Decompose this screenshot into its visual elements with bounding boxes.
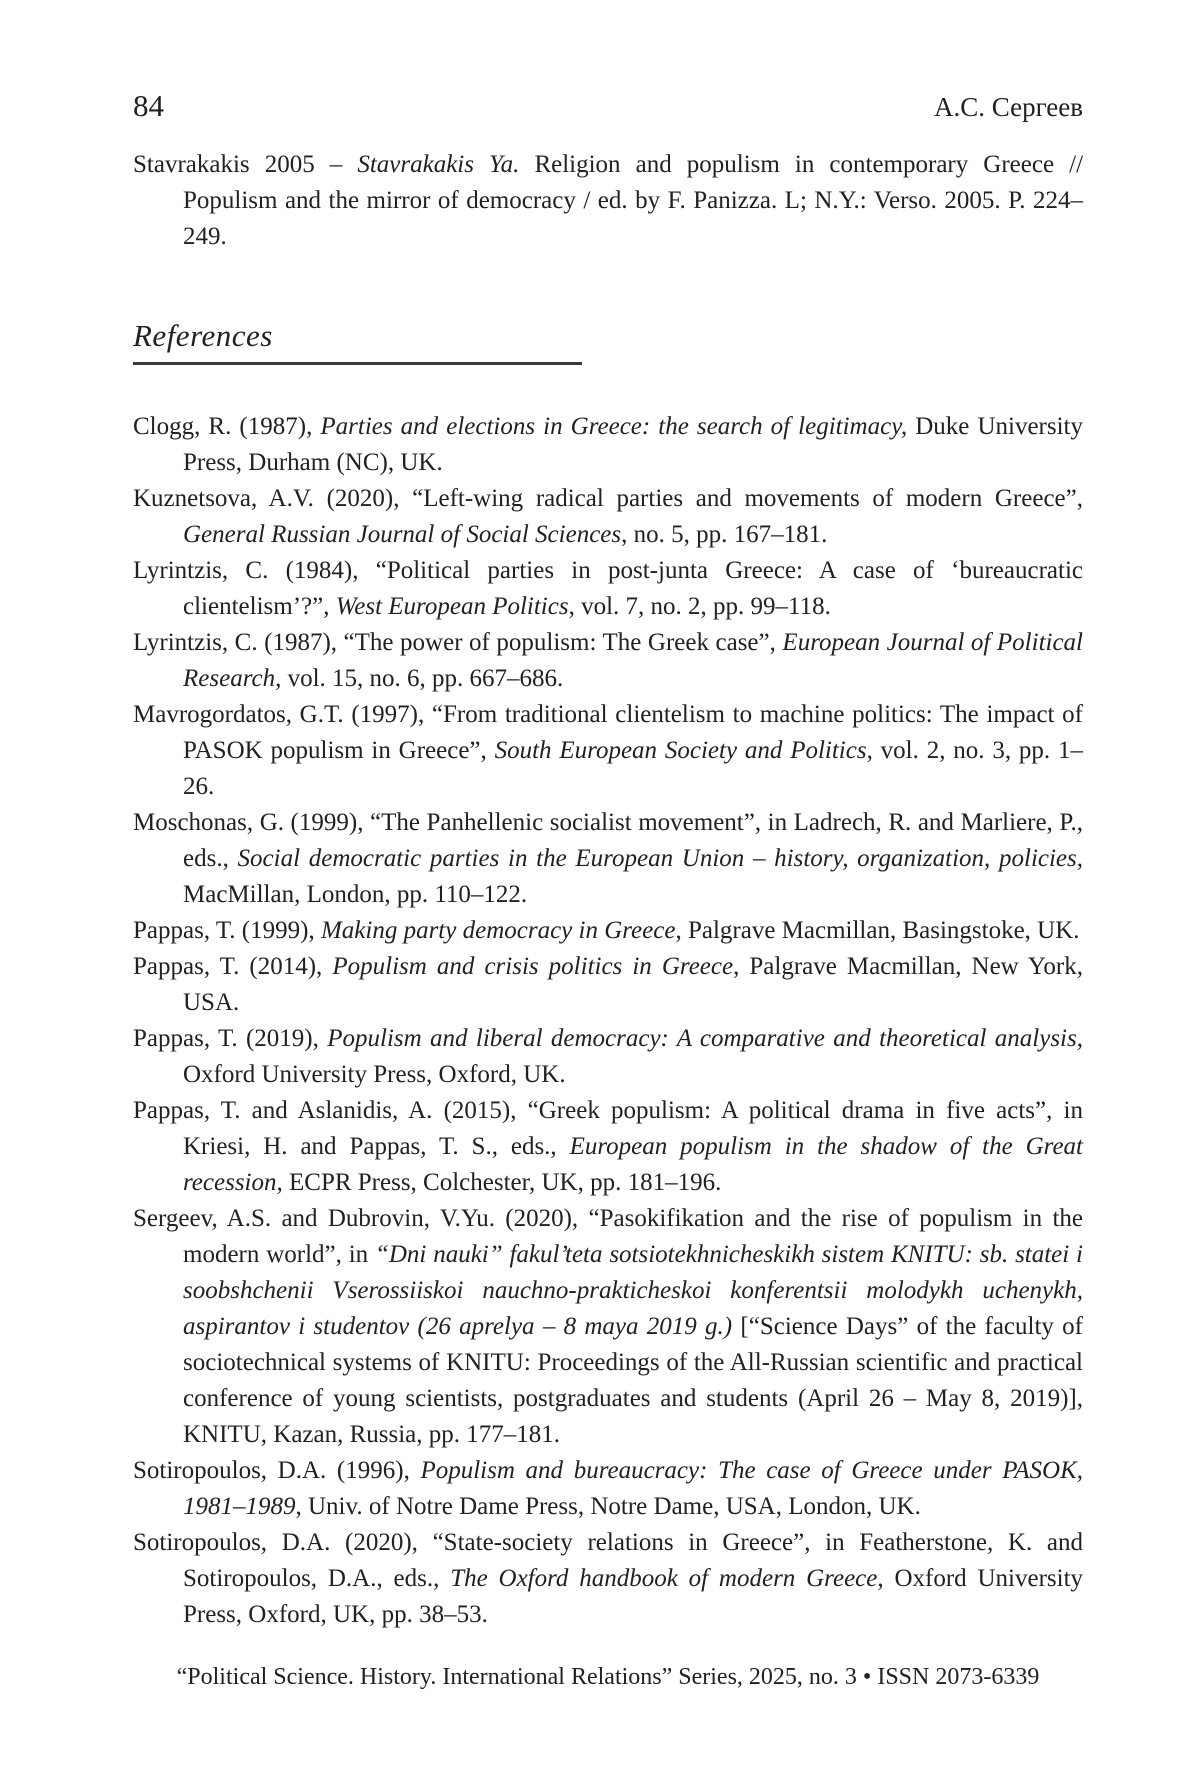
reference-entry: Kuznetsova, A.V. (2020), “Left-wing radical parties and movements of modern Greece”, General Russian Journal of Social Sciences, no. 5, pp. 167–181.	[133, 485, 1083, 548]
running-author: А.С. Сергеев	[933, 92, 1083, 122]
reference-entry: Moschonas, G. (1999), “The Panhellenic socialist movement”, in Ladrech, R. and Marliere, P., eds., Social democratic parties in the European Union – history, organization, policies, MacMillan, London, pp. 110–122.	[133, 809, 1084, 908]
reference-entry: Pappas, T. and Aslanidis, A. (2015), “Greek populism: A political drama in five acts”, in Kriesi, H. and Pappas, T. S., eds., European populism in the shadow of the Great recession, ECPR Press, Colchester, UK, pp. 181–196.	[133, 1097, 1084, 1196]
reference-entry: Clogg, R. (1987), Parties and elections in Greece: the search of legitimacy, Duke University Press, Durham (NC), UK.	[133, 413, 1083, 476]
reference-entry: Sotiropoulos, D.A. (1996), Populism and bureaucracy: The case of Greece under PASOK, 1981–1989, Univ. of Notre Dame Press, Notre Dame, USA, London, UK.	[133, 1457, 1083, 1520]
running-head	[133, 90, 1083, 123]
footer-text: “Political Science. History. International Relations” Series, 2025, no. 3 • ISSN 2073-6339	[176, 1664, 1040, 1690]
reference-entry: Pappas, T. (2014), Populism and crisis politics in Greece, Palgrave Macmillan, New York, USA.	[133, 953, 1083, 1016]
reference-entry: Stavrakakis 2005 – Stavrakakis Ya. Religion and populism in contemporary Greece // Populism and the mirror of democracy / ed. by F. Panizza. L; N.Y.: Verso. 2005. P. 224–249.	[133, 151, 1084, 250]
pre-references-list	[133, 147, 1083, 255]
reference-entry: Sergeev, A.S. and Dubrovin, V.Yu. (2020), “Pasokifikation and the rise of populism in the modern world”, in “Dni nauki” fakul’teta sotsiotekhnicheskikh sistem KNITU: sb. statei i soobshchenii Vserossiiskoi nauchno-prakticheskoi konferentsii molodykh uchenykh, aspirantov i studentov (26 aprelya – 8 maya 2019 g.) [“Science Days” of the faculty of sociotechnical systems of KNITU: Proceedings of the All-Russian scientific and practical conference of young scientists, postgraduates and students (April 26 – May 8, 2019)], KNITU, Kazan, Russia, pp. 177–181.	[133, 1205, 1084, 1448]
reference-entry: Lyrintzis, C. (1987), “The power of populism: The Greek case”, European Journal of Political Research, vol. 15, no. 6, pp. 667–686.	[133, 629, 1084, 692]
references-list	[133, 409, 1083, 1633]
reference-entry: Pappas, T. (2019), Populism and liberal democracy: A comparative and theoretical analysis, Oxford University Press, Oxford, UK.	[133, 1025, 1083, 1088]
references-heading: References	[133, 318, 273, 353]
reference-entry: Lyrintzis, C. (1984), “Political parties in post-junta Greece: A case of ‘bureaucratic clientelism’?”, West European Politics, vol. 7, no. 2, pp. 99–118.	[133, 557, 1083, 620]
page-number: 84	[133, 88, 164, 123]
reference-entry: Sotiropoulos, D.A. (2020), “State-society relations in Greece”, in Featherstone, K. and Sotiropoulos, D.A., eds., The Oxford handbook of modern Greece, Oxford University Press, Oxford, UK, pp. 38–53.	[133, 1529, 1084, 1628]
reference-entry: Mavrogordatos, G.T. (1997), “From traditional clientelism to machine politics: The impact of PASOK populism in Greece”, South European Society and Politics, vol. 2, no. 3, pp. 1–26.	[133, 701, 1083, 800]
page-footer	[133, 1662, 1083, 1692]
text-column	[133, 0, 1083, 1633]
heading-rule	[133, 362, 582, 365]
reference-entry: Pappas, T. (1999), Making party democracy in Greece, Palgrave Macmillan, Basingstoke, UK.	[133, 917, 1080, 944]
